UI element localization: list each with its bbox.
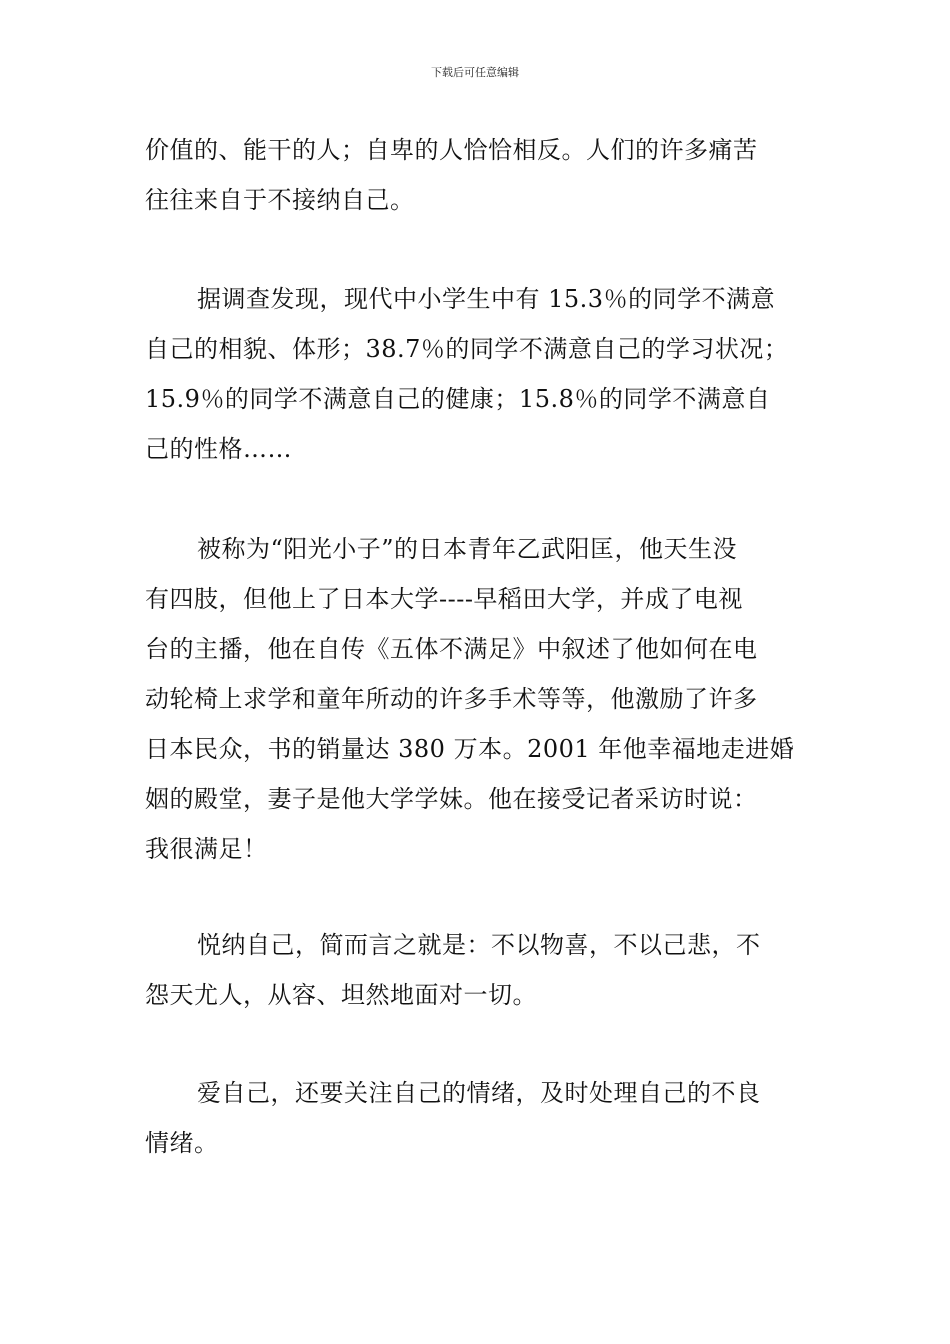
paragraph-line: 据调查发现，现代中小学生中有 15.3％的同学不满意 (197, 285, 776, 313)
paragraph-line: 往往来自于不接纳自己。 (145, 186, 415, 214)
paragraph-line: 被称为“阳光小子”的日本青年乙武阳匡，他天生没 (197, 535, 738, 563)
paragraph-line: 情绪。 (145, 1129, 219, 1157)
paragraph-line: 己的性格…… (145, 435, 292, 463)
paragraph-line: 姻的殿堂，妻子是他大学学妹。他在接受记者采访时说： (145, 785, 758, 813)
paragraph-line: 动轮椅上求学和童年所动的许多手术等等，他激励了许多 (145, 685, 758, 713)
paragraph-line: 自己的相貌、体形；38.7％的同学不满意自己的学习状况； (145, 335, 789, 363)
paragraph-line: 15.9％的同学不满意自己的健康；15.8％的同学不满意自 (145, 385, 771, 413)
paragraph-line: 怨天尤人，从容、坦然地面对一切。 (145, 981, 537, 1009)
paragraph-line: 我很满足！ (145, 835, 268, 863)
paragraph-ototake-story (145, 524, 810, 874)
paragraph-emotions (145, 1068, 810, 1168)
page-header: 下载后可任意编辑 (431, 66, 519, 79)
paragraph-line: 台的主播，他在自传《五体不满足》中叙述了他如何在电 (145, 635, 758, 663)
paragraph-line: 日本民众，书的销量达 380 万本。2001 年他幸福地走进婚 (145, 735, 795, 763)
paragraph-line: 爱自己，还要关注自己的情绪，及时处理自己的不良 (197, 1079, 761, 1107)
paragraph-self-acceptance-definition (145, 920, 810, 1020)
paragraph-survey (145, 274, 810, 474)
paragraph-self-acceptance-intro (145, 125, 810, 225)
paragraph-line: 价值的、能干的人；自卑的人恰恰相反。人们的许多痛苦 (145, 136, 758, 164)
paragraph-line: 悦纳自己，简而言之就是：不以物喜，不以己悲，不 (197, 931, 761, 959)
paragraph-line: 有四肢，但他上了日本大学----早稻田大学，并成了电视 (145, 585, 743, 613)
